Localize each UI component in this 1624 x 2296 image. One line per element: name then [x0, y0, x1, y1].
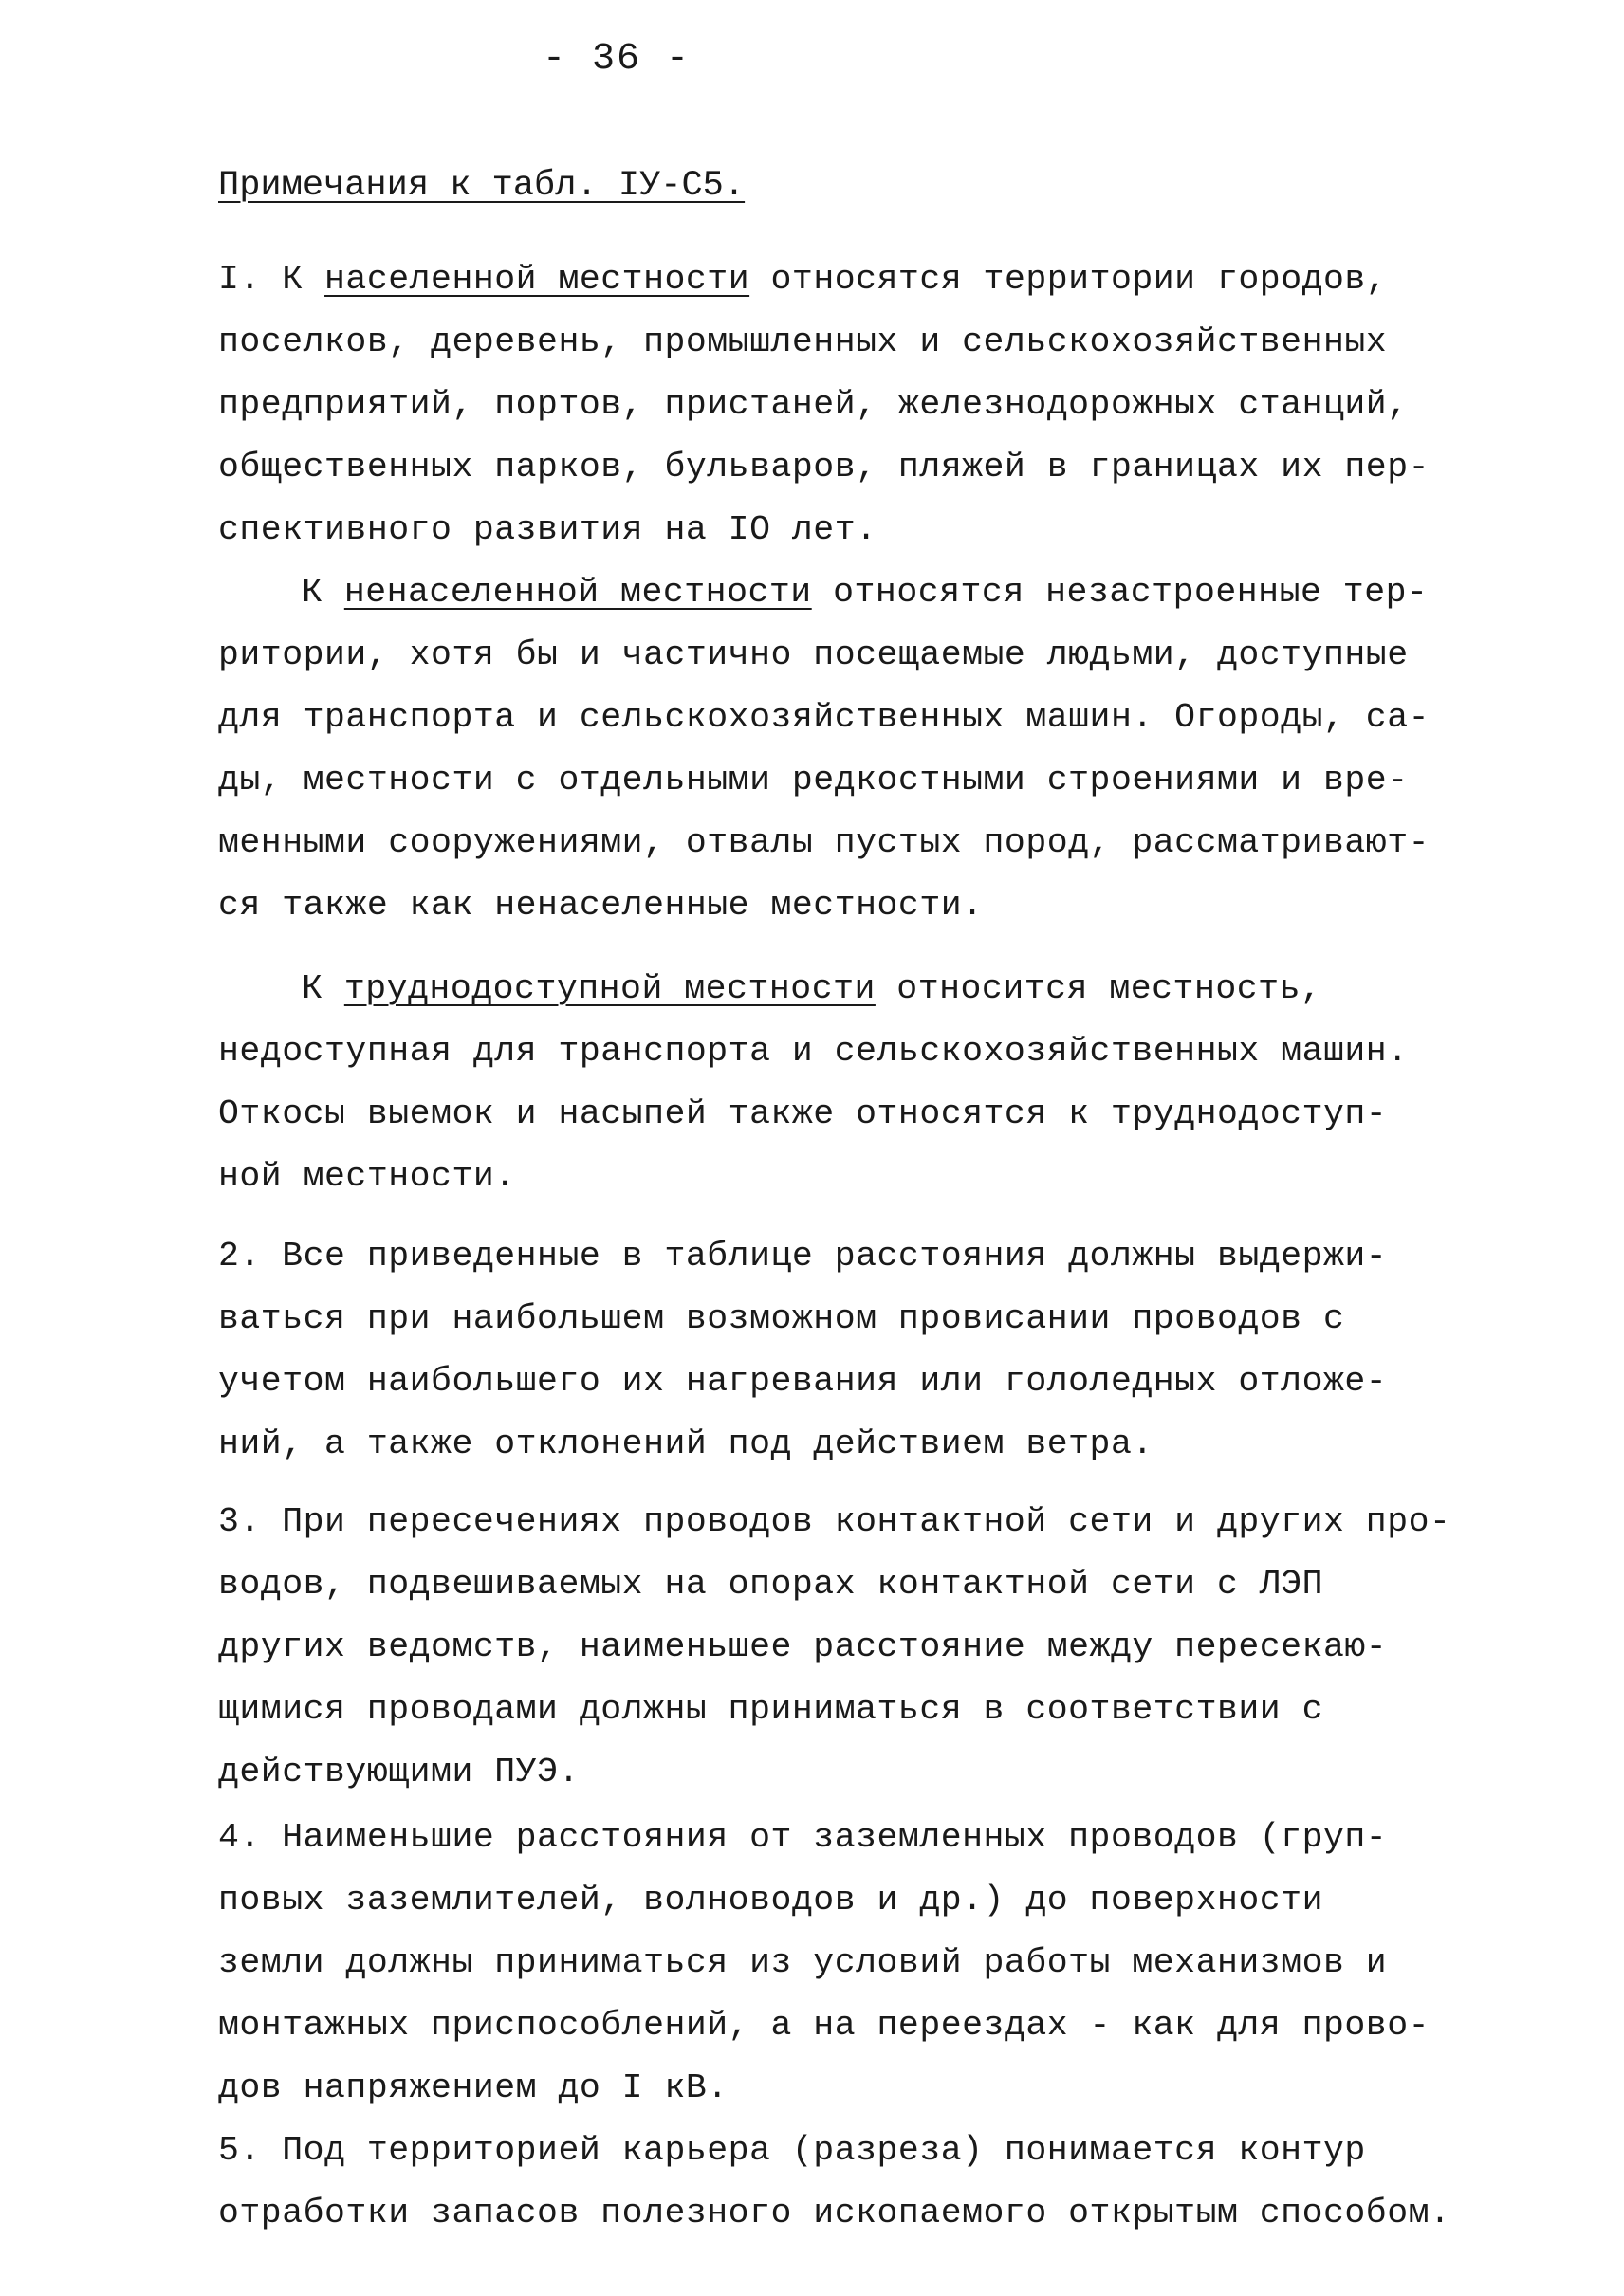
text-line — [218, 561, 1546, 624]
notes-heading: Примечания к табл. IУ-С5. — [218, 166, 746, 206]
text-fragment: относится местность, — [875, 969, 1322, 1008]
note-1-unpopulated-paragraph — [218, 561, 1546, 937]
note-3-paragraph — [218, 1491, 1546, 1804]
text-line: действующими ПУЭ. — [218, 1753, 580, 1791]
text-line: общественных парков, бульваров, пляжей в границах их пер- — [218, 448, 1430, 487]
text-line: Откосы выемок и насыпей также относятся к труднодоступ- — [218, 1094, 1388, 1133]
term-populated-area: населенной местности — [324, 260, 750, 299]
page-number: - 36 - — [542, 38, 692, 81]
text-line: ся также как ненаселенные местности. — [218, 886, 984, 925]
text-fragment: относятся незастроенные тер- — [811, 573, 1429, 612]
note-1-hard-to-reach-paragraph — [218, 958, 1546, 1208]
text-line: 3. При пересечениях проводов контактной сети и других про- — [218, 1502, 1451, 1541]
text-line: спективного развития на IO лет. — [218, 510, 877, 549]
text-line: монтажных приспособлений, а на переездах - как для прово- — [218, 2006, 1430, 2045]
text-line: для транспорта и сельскохозяйственных машин. Огороды, са- — [218, 698, 1430, 737]
text-line: поселков, деревень, промышленных и сельскохозяйственных — [218, 322, 1388, 361]
term-unpopulated-area: ненаселенной местности — [343, 573, 812, 612]
text-line — [218, 248, 1546, 311]
text-line — [218, 958, 1546, 1020]
text-fragment: К — [302, 969, 344, 1008]
text-line: других ведомств, наименьшее расстояние между пересекаю- — [218, 1627, 1388, 1666]
text-fragment: I. К — [218, 260, 325, 299]
text-fragment: относятся территории городов, — [749, 260, 1388, 299]
text-line: водов, подвешиваемых на опорах контактной сети с ЛЭП — [218, 1565, 1323, 1604]
text-line: предприятий, портов, пристаней, железнодорожных станций, — [218, 385, 1409, 424]
text-fragment: К — [302, 573, 344, 612]
text-line: дов напряжением до I кВ. — [218, 2068, 729, 2107]
text-line: ной местности. — [218, 1157, 516, 1196]
text-line: менными сооружениями, отвалы пустых пород, рассматривают- — [218, 823, 1430, 862]
note-1-paragraph — [218, 248, 1546, 561]
term-hard-to-reach-area: труднодоступной местности — [343, 969, 876, 1008]
text-line: земли должны приниматься из условий работы механизмов и — [218, 1943, 1388, 1982]
text-line: недоступная для транспорта и сельскохозяйственных машин. — [218, 1032, 1409, 1071]
text-line: ритории, хотя бы и частично посещаемые людьми, доступные — [218, 635, 1409, 674]
text-line: отработки запасов полезного ископаемого открытым способом. — [218, 2194, 1451, 2232]
text-line: 5. Под территорией карьера (разреза) понимается контур — [218, 2131, 1366, 2170]
note-2-paragraph — [218, 1225, 1546, 1476]
text-line: ний, а также отклонений под действием ветра. — [218, 1424, 1153, 1463]
text-line: повых заземлителей, волноводов и др.) до поверхности — [218, 1881, 1323, 1919]
note-4-paragraph — [218, 1807, 1546, 2120]
text-line: 2. Все приведенные в таблице расстояния должны выдержи- — [218, 1237, 1388, 1276]
note-5-paragraph — [218, 2120, 1546, 2245]
text-line: ваться при наибольшем возможном провисании проводов с — [218, 1299, 1345, 1338]
text-line: ды, местности с отдельными редкостными строениями и вре- — [218, 761, 1409, 799]
text-line: щимися проводами должны приниматься в соответствии с — [218, 1690, 1323, 1729]
text-line: 4. Наименьшие расстояния от заземленных проводов (груп- — [218, 1818, 1388, 1857]
text-line: учетом наибольшего их нагревания или гололедных отложе- — [218, 1362, 1388, 1401]
